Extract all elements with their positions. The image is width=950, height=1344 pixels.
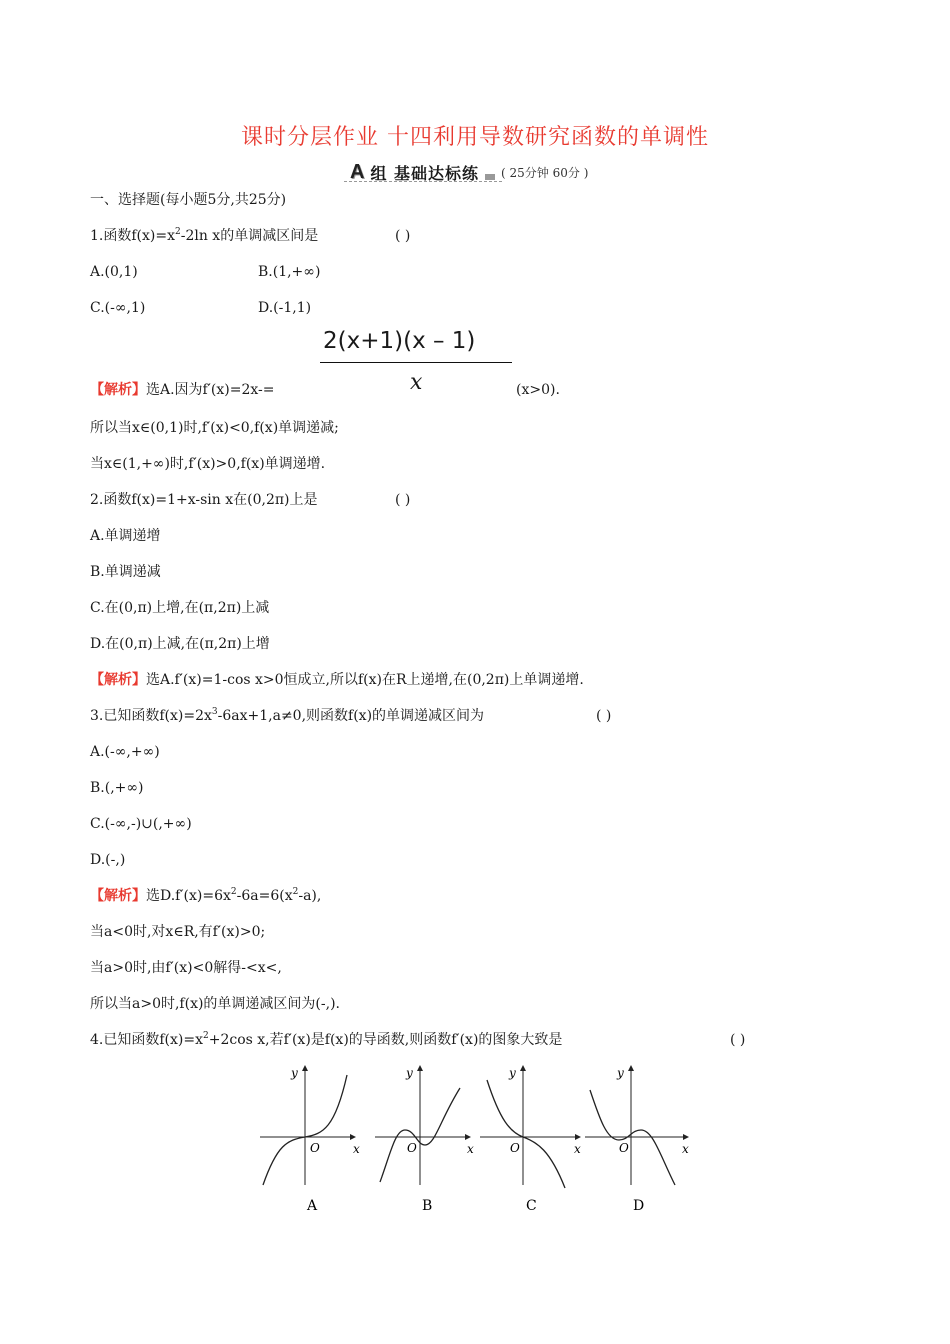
q4-answer-paren: ( ) <box>730 1032 746 1048</box>
q3-solution-line-2: 当a<0时,对x∈R,有f′(x)>0; <box>90 924 266 940</box>
q1-option-a: A.(0,1) <box>90 264 138 280</box>
q1-fraction-numerator: 2(x+1)(x – 1) <box>323 328 476 354</box>
graph-a-origin: O <box>310 1141 320 1155</box>
group-name: 组 基础达标练 <box>370 163 480 183</box>
q3-stem-text: 3.已知函数$f(x)=2x^3-6ax+1,a\ne 0$,则函数f(x)的单调递减区间为 <box>90 707 485 724</box>
graph-d <box>585 1066 689 1214</box>
graph-a <box>260 1066 360 1214</box>
q1-answer-paren: ( ) <box>395 228 411 244</box>
q1-stem <box>90 226 318 246</box>
graph-a-x-label: x <box>353 1142 360 1156</box>
graph-d-x-label: x <box>682 1142 689 1156</box>
q2-option-c: C.在(0,π)上增,在(π,2π)上减 <box>90 600 270 616</box>
graph-b-x-label: x <box>467 1142 474 1156</box>
graph-c <box>480 1066 581 1214</box>
q3-option-d: D.(-,) <box>90 852 126 868</box>
graph-d-origin: O <box>619 1141 629 1155</box>
section-heading: 一、选择题(每小题5分,共25分) <box>90 192 287 208</box>
q2-solution <box>90 670 584 690</box>
graph-a-y-label: y <box>291 1066 298 1080</box>
q2-option-b: B.单调递减 <box>90 564 161 580</box>
graph-c-y-label: y <box>509 1066 516 1080</box>
q3-solution-line-3: 当a>0时,由f′(x)<0解得-<x<, <box>90 960 282 976</box>
group-letter: A <box>350 160 365 183</box>
q2-stem: 2.函数f(x)=1+x-sin x在(0,2π)上是 <box>90 492 318 508</box>
q3-stem <box>90 706 484 726</box>
graph-d-label: D <box>633 1198 645 1214</box>
q1-option-c: C.(-∞,1) <box>90 300 146 316</box>
graph-c-x-label: x <box>574 1142 581 1156</box>
graph-c-curve <box>487 1080 565 1188</box>
q1-fraction-denominator: x <box>410 370 423 395</box>
q3-solution-tag: 【解析】 <box>90 888 146 904</box>
q1-fraction-bar <box>320 362 512 363</box>
graph-b-label: B <box>422 1198 433 1214</box>
graph-d-y-label: y <box>617 1066 624 1080</box>
q2-option-a: A.单调递增 <box>90 528 161 544</box>
graph-b-y-label: y <box>406 1066 413 1080</box>
page-title: 课时分层作业 十四利用导数研究函数的单调性 <box>241 125 709 150</box>
q3-option-c: C.(-∞,-)∪(,+∞) <box>90 816 192 832</box>
q3-solution-line-4: 所以当a>0时,f(x)的单调递减区间为(-,). <box>90 996 340 1012</box>
graph-c-label: C <box>526 1198 537 1214</box>
q2-option-d: D.在(0,π)上减,在(π,2π)上增 <box>90 636 270 652</box>
q1-option-b: B.(1,+∞) <box>258 264 321 280</box>
q1-solution-tag: 【解析】 <box>90 382 146 398</box>
q1-solution-text: 选A.因为f′(x)=2x-= <box>146 382 275 398</box>
graph-b <box>375 1066 474 1214</box>
graph-a-label: A <box>307 1198 318 1214</box>
q1-stem-text: 1.函数$f(x)=x^2-2\ln$ x的单调减区间是 <box>90 227 319 244</box>
q4-stem-text: 4.已知函数$f(x)=x^2+2\cos$ x,若f′(x)是f(x)的导函数,则函数f′(x)的图象大致是 <box>90 1031 563 1048</box>
q1-solution-line-3: 当x∈(1,+∞)时,f′(x)>0,f(x)单调递增. <box>90 456 326 472</box>
q4-stem <box>90 1030 562 1050</box>
q3-solution-line-1 <box>90 886 321 906</box>
group-underline <box>344 181 502 182</box>
q1-solution-line-2: 所以当x∈(0,1)时,f′(x)<0,f(x)单调递减; <box>90 420 339 436</box>
q2-solution-tag: 【解析】 <box>90 672 146 688</box>
q2-answer-paren: ( ) <box>395 492 411 508</box>
q2-solution-text: 选A.f′(x)=1-cos x>0恒成立,所以f(x)在R上递增,在(0,2π)上单调递增. <box>146 672 584 688</box>
q1-solution-line-1 <box>90 380 275 400</box>
q3-answer-paren: ( ) <box>596 708 612 724</box>
q3-option-b: B.(,+∞) <box>90 780 144 796</box>
q1-option-d: D.(-1,1) <box>258 300 312 316</box>
q3-solution-text: 选$D.f'(x)=6x^2-6a=6(x^2-a)$, <box>146 887 322 904</box>
q1-solution-tail: (x>0). <box>516 382 560 398</box>
graph-c-origin: O <box>510 1141 520 1155</box>
graph-b-origin: O <box>407 1141 417 1155</box>
q4-graph-options <box>255 1060 695 1220</box>
group-decoration <box>485 174 495 180</box>
group-time: ( 25分钟 60分 ) <box>501 165 589 180</box>
q3-option-a: A.(-∞,+∞) <box>90 744 160 760</box>
